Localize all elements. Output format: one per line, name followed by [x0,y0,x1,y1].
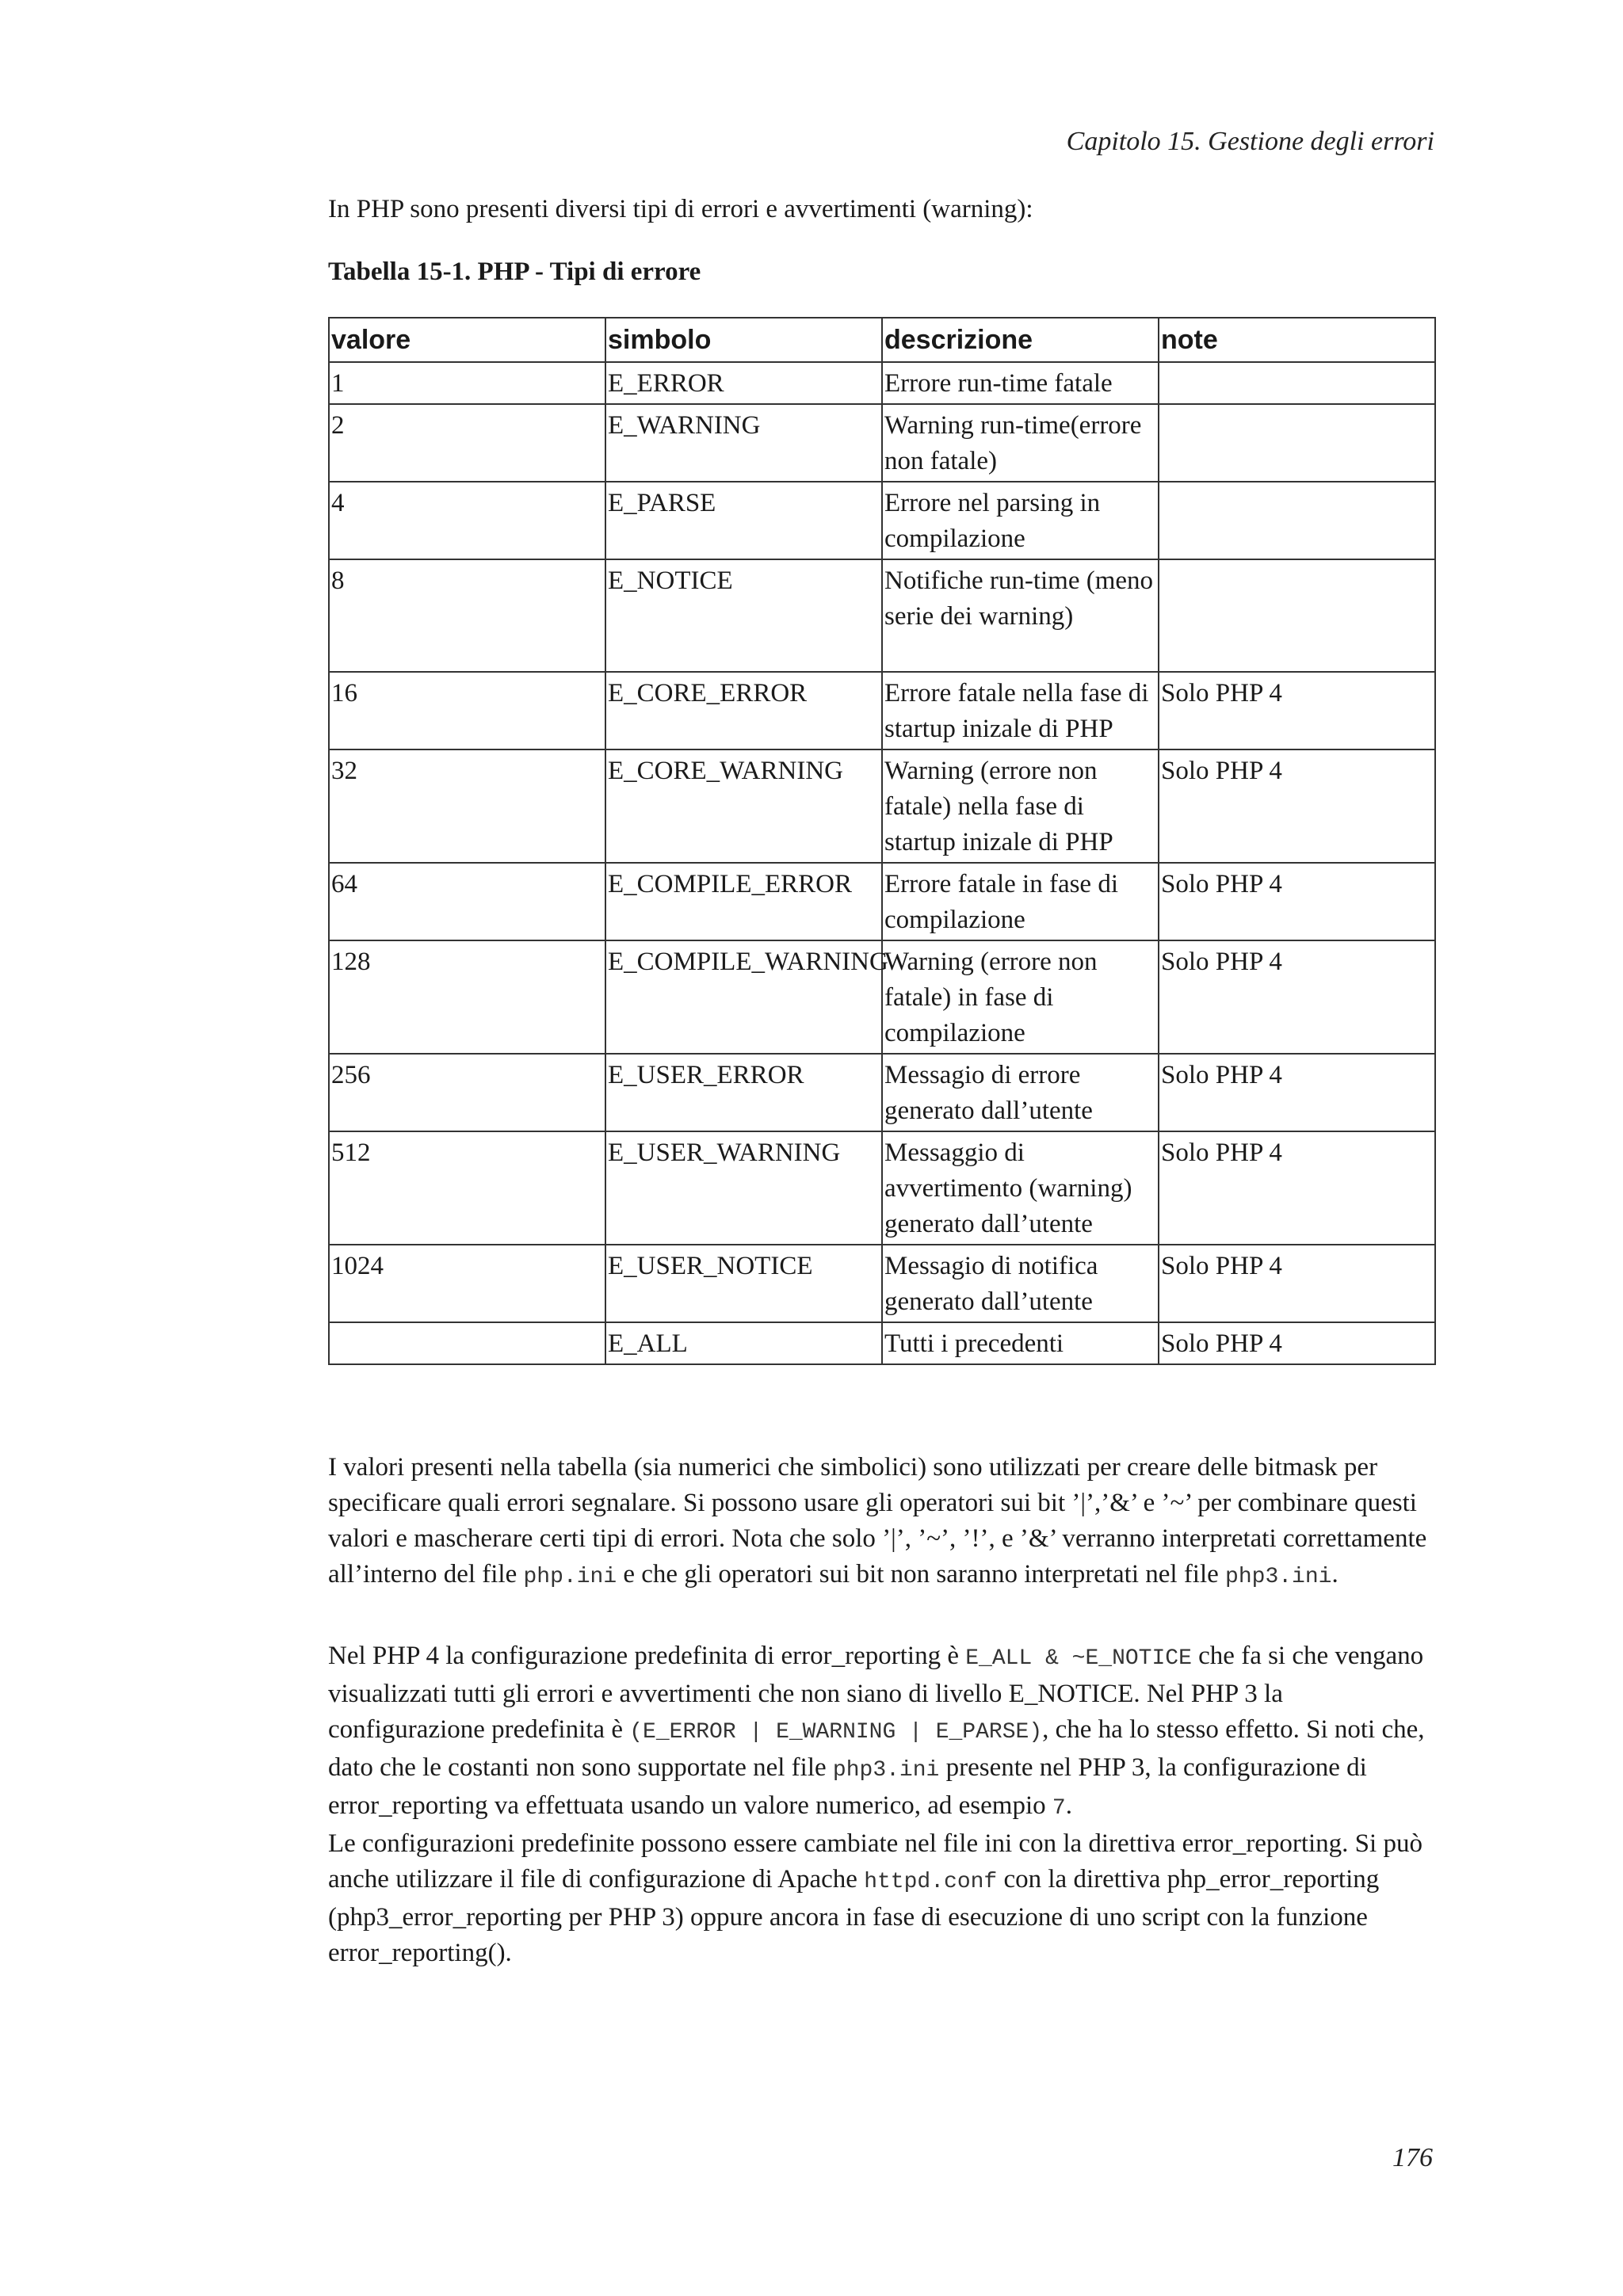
cell-valore: 128 [329,940,605,1054]
running-header: Capitolo 15. Gestione degli errori [1066,127,1434,156]
text-run: Le configurazioni predefinite possono essere cambiate nel file ini con la direttiva error_reporting. Si può anche utilizzare il file di configurazione di Apache [328,1829,1423,1894]
cell-simbolo: E_WARNING [605,404,882,482]
cell-note [1159,482,1435,559]
paragraph-change-config [328,1826,1438,1971]
cell-note [1159,559,1435,672]
cell-note [1159,362,1435,404]
table-caption: Tabella 15-1. PHP - Tipi di errore [328,257,701,286]
text-run: I valori presenti nella tabella (sia numerici che simbolici) sono utilizzati per creare delle bitmask per specificare quali errori segnalare. Si possono usare gli operatori sui bit ’|’,’&’ e ’~’ per combinare questi valori e mascherare certi tipi di errori. Nota che solo ’|’, ’~’, ’!’, e ’&’ verranno interpretati correttamente all’interno del file [328,1453,1427,1589]
cell-simbolo: E_CORE_WARNING [605,749,882,863]
table-row [329,1245,1435,1322]
cell-descrizione: Errore run-time fatale [882,362,1159,404]
column-header-valore: valore [329,318,605,362]
text-run: . [1331,1560,1338,1589]
cell-descrizione: Tutti i precedenti [882,1322,1159,1364]
cell-descrizione: Warning (errore non fatale) nella fase di startup inizale di PHP [882,749,1159,863]
error-types-table [328,317,1436,1365]
cell-valore: 1024 [329,1245,605,1322]
table-row [329,1131,1435,1245]
cell-valore: 4 [329,482,605,559]
table-row [329,749,1435,863]
column-header-simbolo: simbolo [605,318,882,362]
cell-simbolo: E_USER_WARNING [605,1131,882,1245]
table-row [329,404,1435,482]
paragraph-default-config [328,1638,1438,1826]
inline-code: php.ini [523,1565,617,1589]
cell-note: Solo PHP 4 [1159,1054,1435,1131]
inline-code: (E_ERROR | E_WARNING | E_PARSE) [629,1720,1043,1745]
inline-code: E_ALL & ~E_NOTICE [965,1646,1192,1671]
cell-valore: 32 [329,749,605,863]
cell-note: Solo PHP 4 [1159,1322,1435,1364]
cell-simbolo: E_USER_ERROR [605,1054,882,1131]
text-run: presente nel PHP 3, la configurazione di error_reporting va effettuata usando un valore numerico, ad esempio [328,1753,1367,1820]
cell-simbolo: E_COMPILE_ERROR [605,863,882,940]
cell-valore: 8 [329,559,605,672]
cell-note [1159,404,1435,482]
cell-descrizione: Errore fatale nella fase di startup inizale di PHP [882,672,1159,749]
intro-text: In PHP sono presenti diversi tipi di errori e avvertimenti (warning): [328,195,1033,223]
cell-simbolo: E_ERROR [605,362,882,404]
text-run: che fa si che vengano visualizzati tutti gli errori e avvertimenti che non siano di livello E_NOTICE. Nel PHP 3 la configurazione predefinita è [328,1642,1424,1744]
cell-simbolo: E_USER_NOTICE [605,1245,882,1322]
cell-valore: 2 [329,404,605,482]
table-row [329,1054,1435,1131]
table-row [329,482,1435,559]
cell-descrizione: Messagio di errore generato dall’utente [882,1054,1159,1131]
table-row [329,863,1435,940]
inline-code: php3.ini [1225,1565,1332,1589]
column-header-note: note [1159,318,1435,362]
cell-note: Solo PHP 4 [1159,749,1435,863]
cell-descrizione: Errore nel parsing in compilazione [882,482,1159,559]
inline-code: 7 [1052,1796,1066,1821]
text-run: . [1065,1791,1072,1820]
cell-valore: 512 [329,1131,605,1245]
cell-descrizione: Errore fatale in fase di compilazione [882,863,1159,940]
text-run: , che ha lo stesso effetto. Si noti che, dato che le costanti non sono supportate nel file [328,1715,1425,1782]
table-row [329,672,1435,749]
cell-valore: 64 [329,863,605,940]
cell-note: Solo PHP 4 [1159,1245,1435,1322]
cell-descrizione: Warning run-time(errore non fatale) [882,404,1159,482]
inline-code: php3.ini [832,1758,940,1783]
cell-note: Solo PHP 4 [1159,1131,1435,1245]
table-row [329,559,1435,672]
table-header-row [329,318,1435,362]
text-run: con la direttiva php_error_reporting (php3_error_reporting per PHP 3) oppure ancora in fase di esecuzione di uno script con la funzione error_reporting(). [328,1865,1380,1967]
cell-simbolo: E_CORE_ERROR [605,672,882,749]
table-row [329,1322,1435,1364]
cell-simbolo: E_COMPILE_WARNING [605,940,882,1054]
cell-simbolo: E_NOTICE [605,559,882,672]
cell-valore: 1 [329,362,605,404]
cell-valore: 16 [329,672,605,749]
page-number: 176 [1392,2143,1433,2172]
column-header-descrizione: descrizione [882,318,1159,362]
cell-simbolo: E_PARSE [605,482,882,559]
cell-descrizione: Messaggio di avvertimento (warning) generato dall’utente [882,1131,1159,1245]
inline-code: httpd.conf [864,1870,998,1894]
cell-descrizione: Warning (errore non fatale) in fase di compilazione [882,940,1159,1054]
cell-note: Solo PHP 4 [1159,672,1435,749]
cell-simbolo: E_ALL [605,1322,882,1364]
text-run: e che gli operatori sui bit non saranno interpretati nel file [617,1560,1226,1589]
cell-descrizione: Messagio di notifica generato dall’utente [882,1245,1159,1322]
cell-valore: 256 [329,1054,605,1131]
cell-descrizione: Notifiche run-time (meno serie dei warning) [882,559,1159,672]
paragraph-bitmask [328,1450,1438,1595]
cell-note: Solo PHP 4 [1159,940,1435,1054]
cell-valore [329,1322,605,1364]
table-row [329,940,1435,1054]
text-run: Nel PHP 4 la configurazione predefinita di error_reporting è [328,1642,966,1670]
table-row [329,362,1435,404]
cell-note: Solo PHP 4 [1159,863,1435,940]
